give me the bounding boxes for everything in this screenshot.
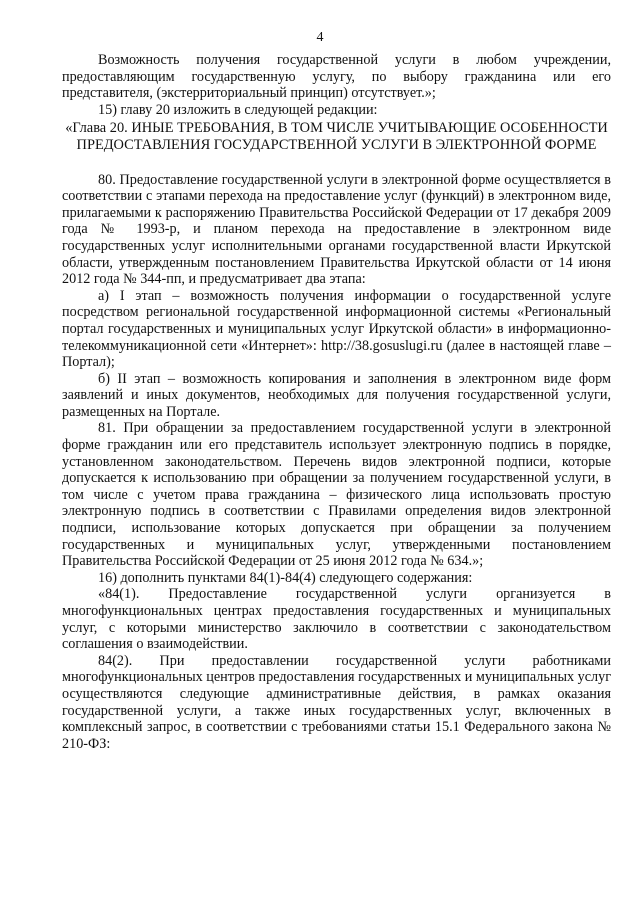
chapter-20-heading: «Глава 20. ИНЫЕ ТРЕБОВАНИЯ, В ТОМ ЧИСЛЕ УЧИТЫВАЮЩИЕ ОСОБЕННОСТИ ПРЕДОСТАВЛЕНИЯ ГОСУДАРСТВЕННОЙ УСЛУГИ В ЭЛЕКТРОННОЙ ФОРМЕ	[65, 120, 608, 153]
paragraph-80: 80. Предоставление государственной услуги в электронной форме осуществляется в соответствии с этапами перехода на предоставление услуг (функций) в электронном виде, прилагаемыми к распоряжению Правительства Российской Федерации от 17 декабря 2009 года № 1993-р, и планом перехода на предоставление в электронном виде государственных услуг исполнительными органами государственной власти Иркутской области, утвержденным постановлением Правительства Иркутской области от 14 июня 2012 года № 344-пп, и предусматривает два этапа:	[62, 171, 611, 288]
paragraph-item-15: 15) главу 20 изложить в следующей редакции:	[98, 101, 378, 118]
page-number: 4	[316, 30, 324, 45]
paragraph-80-b: б) II этап – возможность копирования и заполнения в электронном виде форм заявлений и иных документов, необходимых для получения государственной услуги, размещенных на Портале.	[62, 370, 611, 420]
paragraph-extraterritorial: Возможность получения государственной услуги в любом учреждении, предоставляющим государственную услугу, по выбору гражданина или его представителя, (экстерриториальный принцип) отсутствует.»;	[62, 52, 611, 102]
document-body	[62, 52, 611, 752]
paragraph-81: 81. При обращении за предоставлением государственной услуги в электронной форме гражданин или его представитель использует электронную подпись в порядке, установленном законодательством. Перечень видов электронной подписи, которые допускается к использованию при обращении за получением государственной услуги, в том числе с учетом права гражданина – физического лица использовать простую электронную подпись в соответствии с Правилами определения видов электронной подписи, использование которых допускается при обращении за получением государственных и муниципальных услуг, утвержденными постановлением Правительства Российской Федерации от 25 июня 2012 года № 634.»;	[62, 420, 611, 570]
paragraph-item-16: 16) дополнить пунктами 84(1)-84(4) следующего содержания:	[98, 569, 473, 586]
paragraph-84-1: «84(1). Предоставление государственной услуги организуется в многофункциональных центрах предоставления государственных и муниципальных услуг, с которыми министерство заключило в соответствии с законодательством соглашения о взаимодействии.	[62, 586, 611, 653]
paragraph-84-2: 84(2). При предоставлении государственной услуги работниками многофункциональных центров предоставления государственных и муниципальных услуг осуществляются следующие административные действия, в рамках оказания государственной услуги, а также иных государственных услуг, включенных в комплексный запрос, в соответствии с требованиями статьи 15.1 Федерального закона № 210-ФЗ:	[62, 652, 612, 752]
paragraph-80-a: а) I этап – возможность получения информации о государственной услуге посредством региональной государственной информационной системы «Региональный портал государственных и муниципальных услуг Иркутской области» в информационно-телекоммуникационной сети «Интернет»: http://38.gosuslugi.ru (далее в настоящей главе – Портал);	[62, 287, 611, 371]
